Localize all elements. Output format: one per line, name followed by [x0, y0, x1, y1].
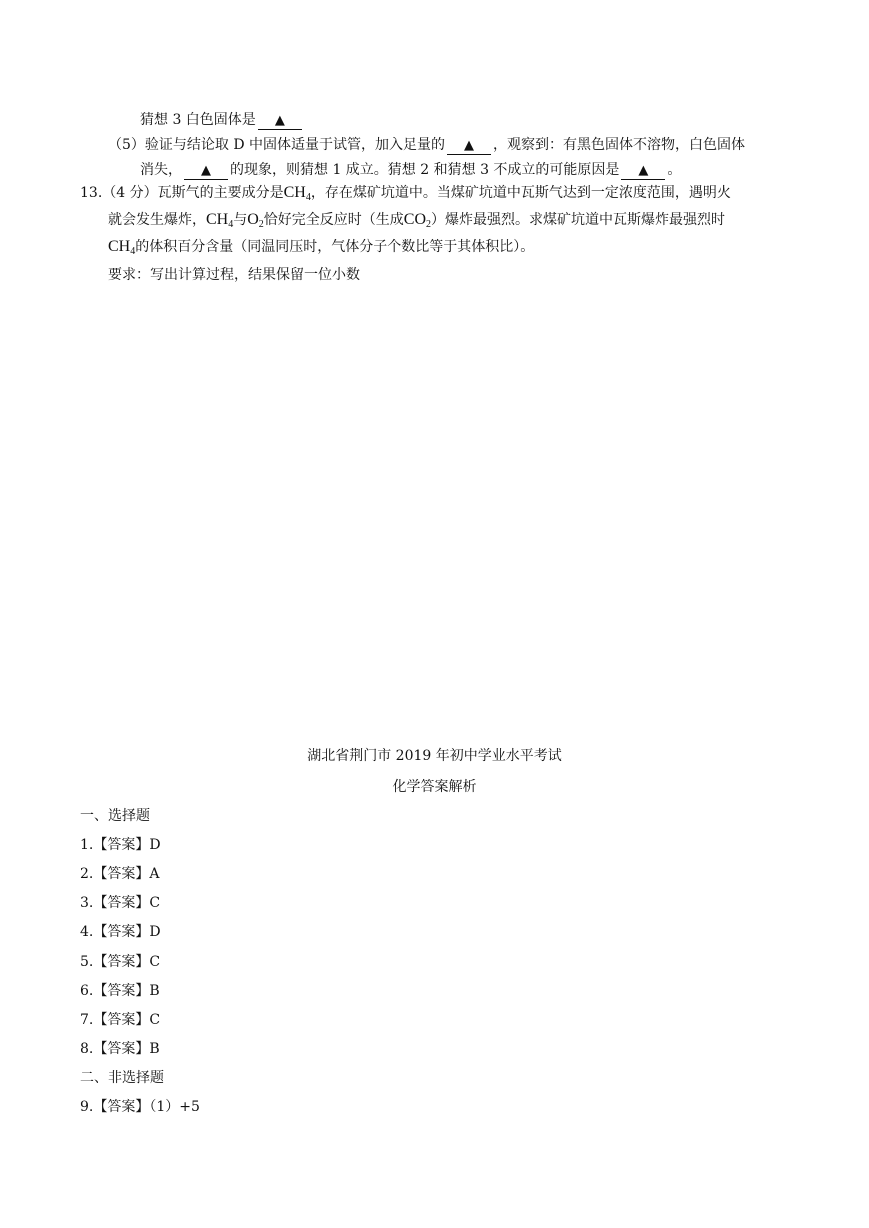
- answer-item: 3.【答案】C: [80, 895, 161, 911]
- answer-item: 8.【答案】B: [80, 1041, 160, 1057]
- answer-item: 2.【答案】A: [80, 866, 160, 882]
- formula-o2: [247, 211, 264, 228]
- part-5-text-a: （5）验证与结论取 D 中固体适量于试管，加入足量的: [108, 137, 446, 153]
- q13-text-d: 与: [233, 212, 248, 228]
- formula-ch4: [284, 184, 311, 201]
- answer-item-9: 9.【答案】（1）+5: [80, 1099, 200, 1115]
- formula-subscript: 4: [305, 192, 311, 203]
- answer-item: 7.【答案】C: [80, 1012, 161, 1028]
- part-5-text-b: ，观察到：有黑色固体不溶物，白色固体: [493, 137, 746, 153]
- triangle-icon: ▲: [201, 163, 211, 178]
- q13-text-c: 就会发生爆炸，: [108, 212, 206, 228]
- answer-blank: [447, 137, 491, 155]
- formula-ch4: [206, 211, 233, 228]
- answer-item: 5.【答案】C: [80, 954, 161, 970]
- q13-line-3: [108, 237, 534, 257]
- formula-base: CH: [108, 238, 131, 255]
- q13-line-1: [80, 183, 731, 203]
- formula-base: CH: [206, 211, 229, 228]
- part-5-line-1: [108, 135, 745, 155]
- q13-line-2: [108, 210, 725, 230]
- formula-co2: [404, 211, 431, 228]
- part-5-text-e: 。: [667, 162, 682, 178]
- answer-blank: [621, 162, 665, 180]
- formula-base: CH: [283, 184, 306, 201]
- q13-text-g: 的体积百分含量（同温同压时，气体分子个数比等于其体积比）。: [135, 239, 535, 255]
- answer-blank: [184, 162, 228, 180]
- q13-text-a: 13.（4 分）瓦斯气的主要成分是: [80, 185, 284, 201]
- q13-text-f: ）爆炸最强烈。求煤矿坑道中瓦斯爆炸最强烈时: [431, 212, 726, 228]
- formula-base: O: [247, 211, 259, 228]
- formula-subscript: 4: [228, 219, 234, 230]
- answer-item: 4.【答案】D: [80, 924, 161, 940]
- guess-3-text: 猜想 3 白色固体是: [140, 112, 256, 128]
- triangle-icon: ▲: [274, 113, 285, 128]
- part-5-text-d: 的现象，则猜想 1 成立。猜想 2 和猜想 3 不成立的可能原因是: [230, 162, 620, 178]
- answer-item: 6.【答案】B: [80, 983, 160, 999]
- q13-requirement: 要求：写出计算过程，结果保留一位小数: [108, 267, 360, 283]
- formula-subscript: 4: [130, 246, 136, 257]
- answer-title: 湖北省荆门市 2019 年初中学业水平考试: [307, 748, 562, 764]
- answer-blank: [258, 112, 302, 130]
- section-heading-choice: 一、选择题: [80, 808, 150, 824]
- q13-text-b: ，存在煤矿坑道中。当煤矿坑道中瓦斯气达到一定浓度范围，遇明火: [310, 185, 731, 201]
- part-5-text-c: 消失，: [140, 162, 182, 178]
- formula-ch4: [108, 238, 135, 255]
- section-heading-nonchoice: 二、非选择题: [80, 1070, 164, 1086]
- triangle-icon: ▲: [464, 138, 475, 153]
- formula-subscript: 2: [258, 219, 264, 230]
- part-5-line-2: [140, 160, 681, 180]
- formula-base: CO: [403, 211, 427, 228]
- q13-text-e: 恰好完全反应时（生成: [263, 212, 404, 228]
- formula-subscript: 2: [426, 219, 432, 230]
- answer-subtitle: 化学答案解析: [392, 779, 477, 795]
- triangle-icon: ▲: [638, 163, 649, 178]
- guess-3-line: [140, 110, 304, 130]
- answer-item: 1.【答案】D: [80, 837, 161, 853]
